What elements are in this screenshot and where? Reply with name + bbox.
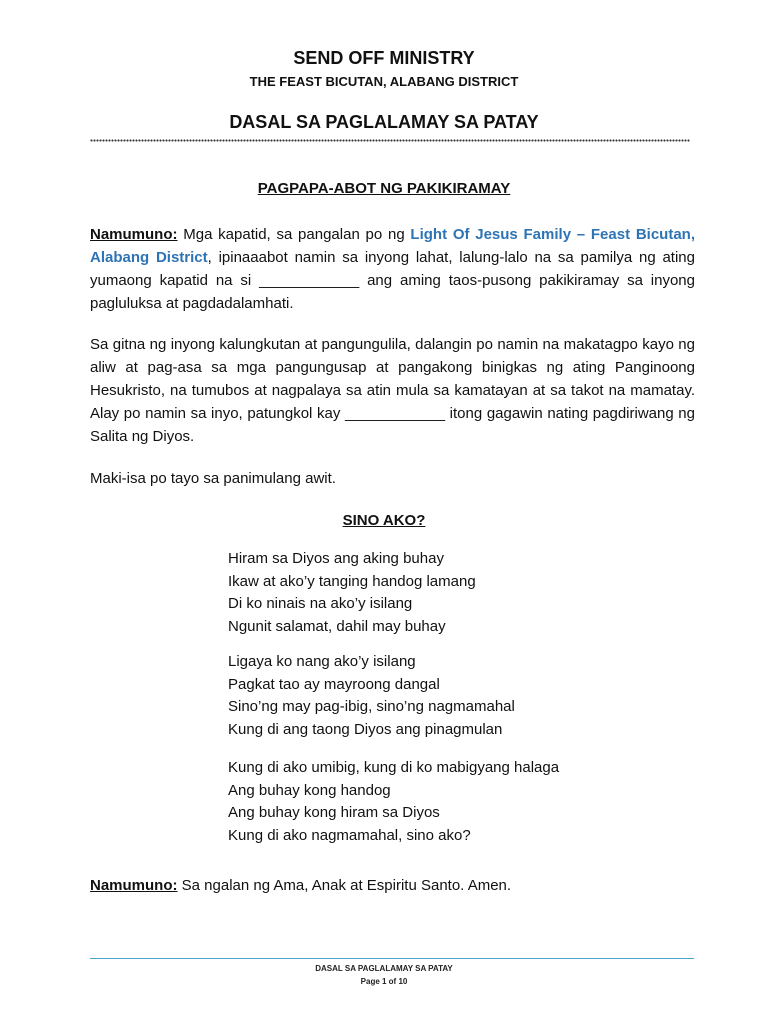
organization-name: Light Of Jesus Family – Feast Bicutan, Alabang District xyxy=(90,226,695,266)
paragraph-intro xyxy=(90,223,695,315)
paragraph-text: Mga kapatid, sa pangalan po ng xyxy=(177,226,411,243)
lyric-line: Ikaw at ako’y tanging handog lamang xyxy=(228,572,476,590)
ministry-title: SEND OFF MINISTRY xyxy=(293,48,475,68)
decorative-divider xyxy=(90,139,690,145)
song-stanza xyxy=(228,548,668,638)
lyric-line: Di ko ninais na ako’y isilang xyxy=(228,595,413,612)
song-stanza xyxy=(228,651,668,741)
song-title: SINO AKO? xyxy=(342,512,426,529)
lyric-line: Pagkat tao ay mayroong dangal xyxy=(228,675,440,693)
lyric-line: Sino’ng may pag-ibig, sino’ng nagmamahal xyxy=(228,698,515,715)
lyric-line: Ang buhay kong hiram sa Diyos xyxy=(228,804,440,821)
page-number: Page 1 of 10 xyxy=(360,977,408,986)
paragraph-condolence: Sa gitna ng inyong kalungkutan at pangungulila, dalangin po namin na makatagpo kayo ng aliw at pag-asa sa mga pangungusap at pangakong binigkas ng ating Panginoong Hesukristo, na tumubos at nagpalaya sa atin mula sa kamatayan at sa takot na mamatay. Alay po namin sa inyo, patungkol kay ____________ itong gagawin nating pagdiriwang ng Salita ng Diyos. xyxy=(90,336,695,445)
lyric-line: Kung di ako nagmamahal, sino ako? xyxy=(228,826,471,844)
paragraph-closing xyxy=(90,875,695,897)
lyric-line: Ang buhay kong handog xyxy=(228,781,391,799)
paragraph-text: Sa ngalan ng Ama, Anak at Espiritu Santo. Amen. xyxy=(177,877,512,894)
lyric-line: Ligaya ko nang ako’y isilang xyxy=(228,653,416,670)
footer-title: DASAL SA PAGLALAMAY SA PATAY xyxy=(315,964,453,973)
lyric-line: Kung di ako umibig, kung di ko mabigyang halaga xyxy=(228,759,560,776)
footer-rule xyxy=(90,958,694,959)
paragraph-invitation: Maki-isa po tayo sa panimulang awit. xyxy=(90,470,336,487)
lyric-line: Hiram sa Diyos ang aking buhay xyxy=(228,550,444,567)
speaker-label: Namumuno: xyxy=(90,877,178,894)
paragraph-text: , ipinaaabot namin sa inyong lahat, lalung-lalo na sa pamilya ng ating yumaong kapatid na si ____________ ang aming taos-pusong pakikiramay sa inyong pagluluksa at pagdadalamhati. xyxy=(90,249,695,312)
speaker-label: Namumuno: xyxy=(90,226,178,243)
section-heading: PAGPAPA-ABOT NG PAKIKIRAMAY xyxy=(257,180,511,197)
lyric-line: Ngunit salamat, dahil may buhay xyxy=(228,617,446,635)
ministry-subtitle: THE FEAST BICUTAN, ALABANG DISTRICT xyxy=(249,74,519,89)
lyric-line: Kung di ang taong Diyos ang pinagmulan xyxy=(228,720,503,738)
song-stanza xyxy=(228,757,668,847)
document-title: DASAL SA PAGLALAMAY SA PATAY xyxy=(229,112,539,132)
